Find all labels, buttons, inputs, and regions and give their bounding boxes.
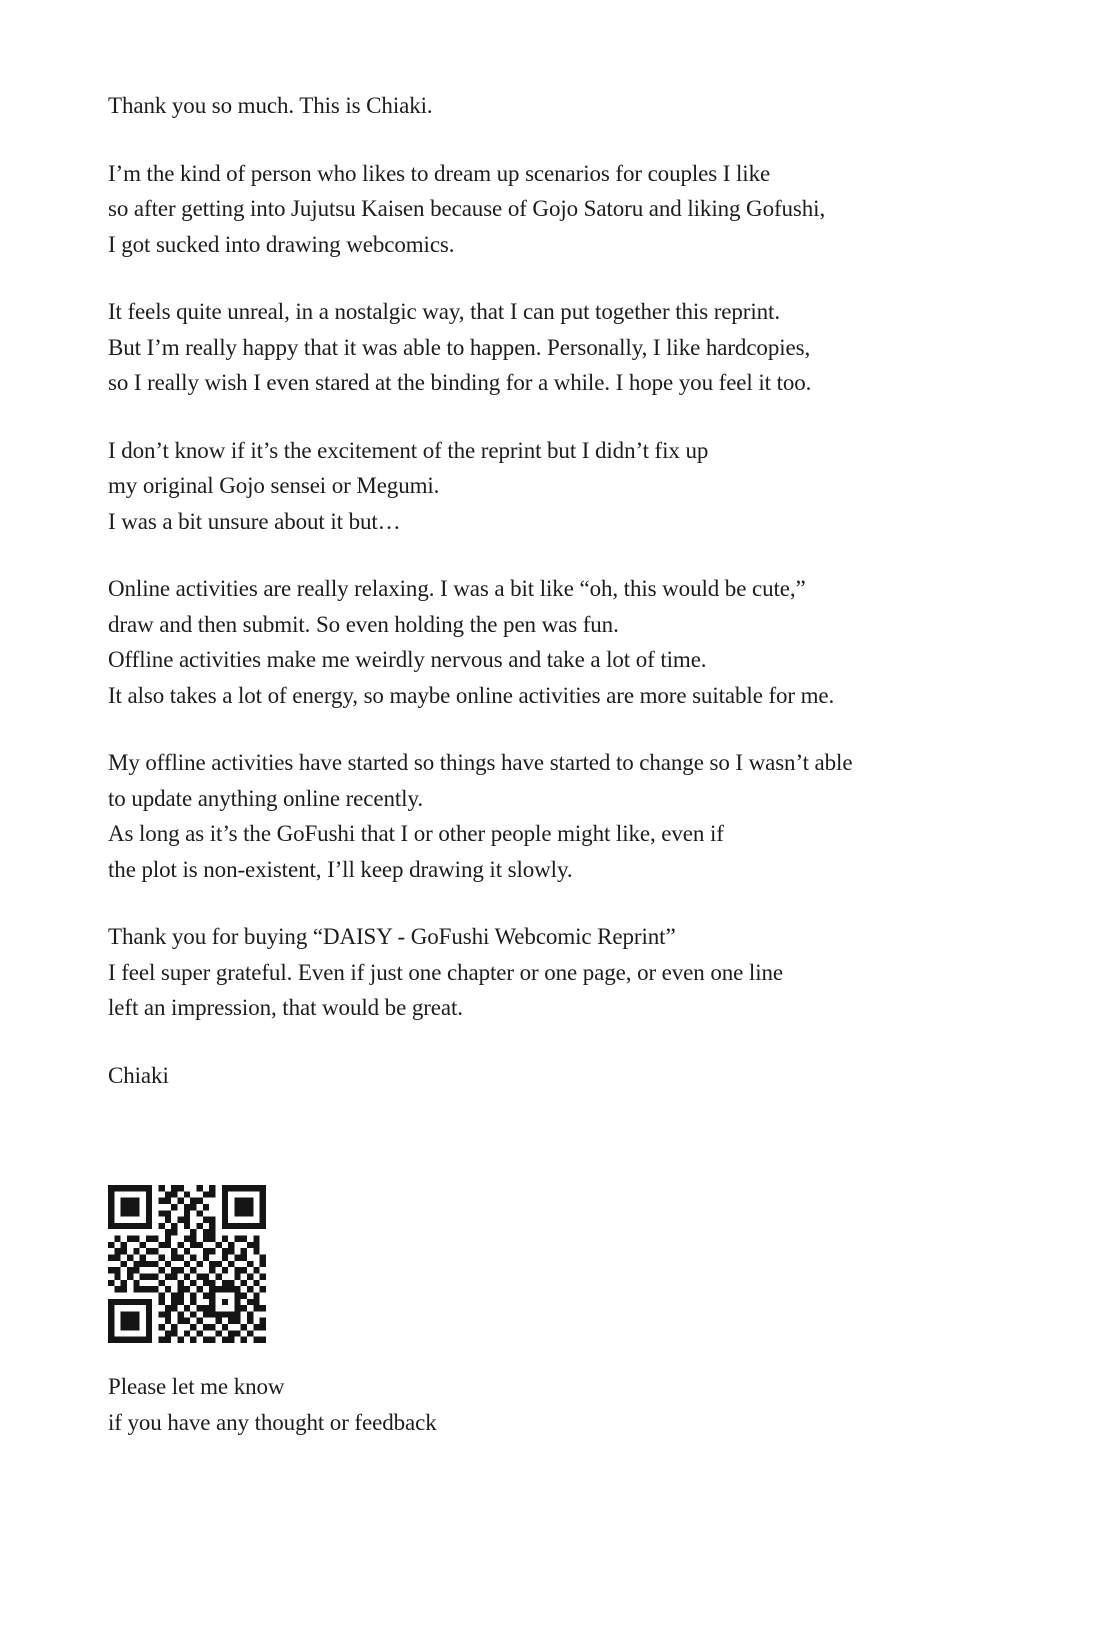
footer-line: Please let me know <box>108 1374 285 1399</box>
letter-line: I’m the kind of person who likes to dream up scenarios for couples I like <box>108 160 771 186</box>
letter-line: my original Gojo sensei or Megumi. <box>108 473 440 498</box>
letter-line: Thank you for buying “DAISY - GoFushi Webcomic Reprint” <box>108 924 676 949</box>
letter-line: left an impression, that would be great. <box>108 995 463 1020</box>
signature <box>108 1058 1050 1094</box>
signature-name: Chiaki <box>108 1062 169 1088</box>
letter-line: to update anything online recently. <box>108 785 423 811</box>
letter-line: I feel super grateful. Even if just one chapter or one page, or even one line <box>108 959 783 985</box>
letter-line: As long as it’s the GoFushi that I or other people might like, even if <box>108 821 724 846</box>
letter-line: I don’t know if it’s the excitement of the reprint but I didn’t fix up <box>108 437 709 463</box>
paragraph <box>108 88 1050 124</box>
footer <box>108 1369 1050 1440</box>
paragraph <box>108 156 1050 263</box>
footer-line: if you have any thought or feedback <box>108 1409 437 1435</box>
qr-code <box>108 1185 266 1343</box>
letter-line: Thank you so much. This is Chiaki. <box>108 93 433 118</box>
qr-code-image <box>108 1185 266 1343</box>
paragraph <box>108 433 1050 540</box>
paragraph <box>108 294 1050 401</box>
letter-line: the plot is non-existent, I’ll keep drawing it slowly. <box>108 856 573 882</box>
letter-line: I got sucked into drawing webcomics. <box>108 231 455 257</box>
letter-line: Online activities are really relaxing. I was a bit like “oh, this would be cute,” <box>108 576 806 601</box>
letter-line: It also takes a lot of energy, so maybe online activities are more suitable for me. <box>108 682 835 708</box>
letter-line: My offline activities have started so things have started to change so I wasn’t able <box>108 750 853 775</box>
letter-line: draw and then submit. So even holding the pen was fun. <box>108 611 619 637</box>
paragraph <box>108 919 1050 1026</box>
letter-line: so after getting into Jujutsu Kaisen because of Gojo Satoru and liking Gofushi, <box>108 196 826 221</box>
paragraph <box>108 571 1050 713</box>
letter-line: Offline activities make me weirdly nervous and take a lot of time. <box>108 647 707 672</box>
letter-line: so I really wish I even stared at the binding for a while. I hope you feel it too. <box>108 370 812 395</box>
paragraph <box>108 745 1050 887</box>
letter-line: But I’m really happy that it was able to happen. Personally, I like hardcopies, <box>108 334 811 360</box>
letter-line: I was a bit unsure about it but… <box>108 508 401 534</box>
letter-line: It feels quite unreal, in a nostalgic way, that I can put together this reprint. <box>108 299 780 324</box>
